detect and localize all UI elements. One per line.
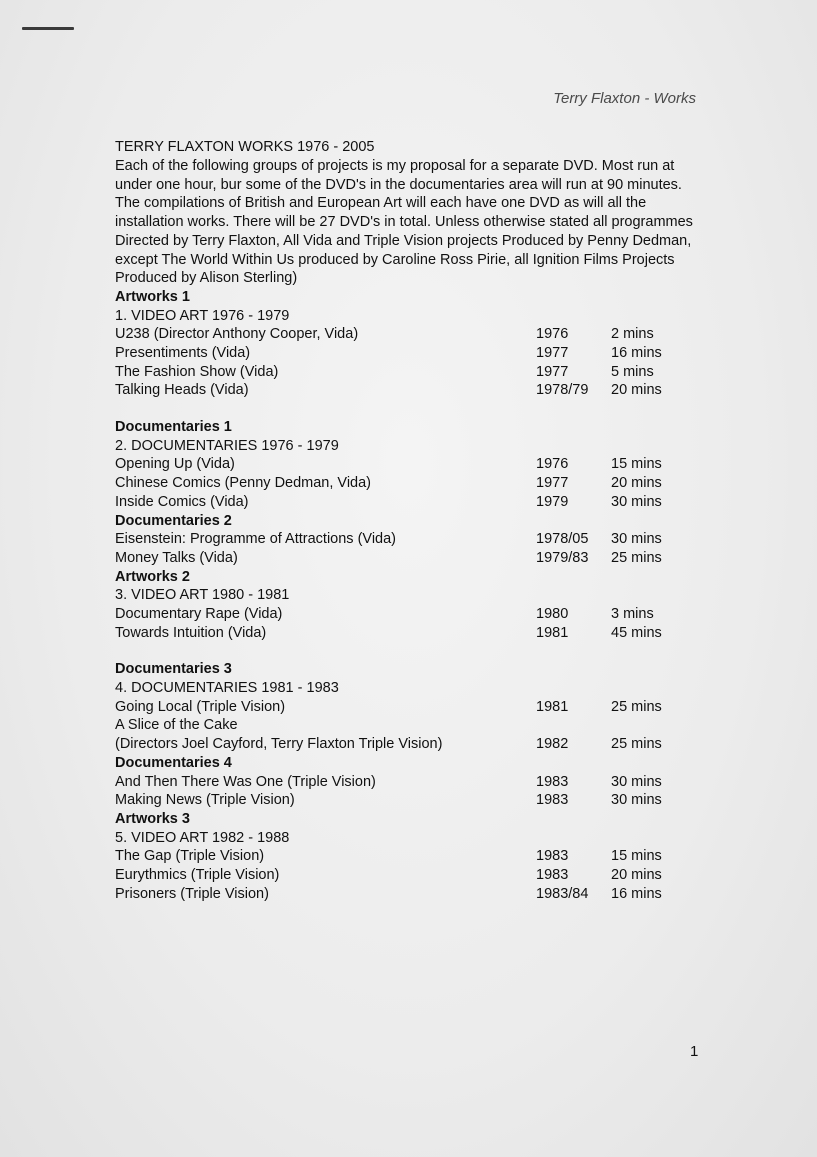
section-documentaries-4 (115, 754, 715, 810)
section-subheading: 5. VIDEO ART 1982 - 1988 (115, 829, 290, 846)
page-number: 1 (690, 1043, 699, 1060)
section-documentaries-2 (115, 512, 715, 568)
section-heading: Documentaries 4 (115, 754, 232, 771)
work-year: 1983 (536, 773, 569, 790)
work-duration: 15 mins (611, 456, 662, 473)
work-title: And Then There Was One (Triple Vision) (115, 773, 376, 790)
work-duration: 25 mins (611, 549, 662, 566)
section-subheading: 2. DOCUMENTARIES 1976 - 1979 (115, 437, 339, 454)
work-duration: 30 mins (611, 792, 662, 809)
work-title: U238 (Director Anthony Cooper, Vida) (115, 326, 359, 343)
section-documentaries-1 (115, 418, 715, 511)
work-row (115, 474, 715, 493)
work-row (115, 735, 715, 754)
work-title: Going Local (Triple Vision) (115, 698, 286, 715)
work-row (115, 866, 715, 885)
work-duration: 30 mins (611, 773, 662, 790)
section-heading: Documentaries 3 (115, 661, 232, 678)
work-year: 1976 (536, 456, 569, 473)
work-title: A Slice of the Cake (115, 717, 238, 734)
work-title: Opening Up (Vida) (115, 456, 235, 473)
document-body (115, 138, 715, 903)
work-year: 1983 (536, 866, 569, 883)
section-heading: Artworks 1 (115, 288, 190, 305)
section-artworks-2 (115, 568, 715, 643)
work-year: 1979/83 (536, 549, 589, 566)
work-title: Making News (Triple Vision) (115, 792, 295, 809)
section-heading: Artworks 2 (115, 568, 190, 585)
work-row (115, 344, 715, 363)
punch-mark (22, 27, 74, 30)
work-duration: 16 mins (611, 345, 662, 361)
work-year: 1976 (536, 326, 569, 343)
work-title: Towards Intuition (Vida) (115, 624, 267, 641)
work-duration: 30 mins (611, 531, 662, 548)
work-title: Inside Comics (Vida) (115, 493, 249, 510)
work-row (115, 363, 715, 382)
section-subheading: 1. VIDEO ART 1976 - 1979 (115, 307, 290, 324)
work-duration: 2 mins (611, 326, 654, 343)
work-duration: 30 mins (611, 493, 662, 510)
work-title: Presentiments (Vida) (115, 345, 251, 361)
work-title: Talking Heads (Vida) (115, 382, 249, 399)
work-row (115, 624, 715, 643)
work-year: 1983/84 (536, 885, 589, 902)
section-subheading: 3. VIDEO ART 1980 - 1981 (115, 587, 290, 604)
work-duration: 3 mins (611, 605, 654, 622)
work-title: The Fashion Show (Vida) (115, 363, 279, 380)
work-duration: 20 mins (611, 382, 662, 399)
document-title: TERRY FLAXTON WORKS 1976 - 2005 (115, 139, 375, 155)
work-year: 1983 (536, 848, 569, 865)
work-title: Eisenstein: Programme of Attractions (Vida) (115, 531, 396, 548)
work-title: Chinese Comics (Penny Dedman, Vida) (115, 475, 372, 492)
work-row (115, 455, 715, 474)
work-title: The Gap (Triple Vision) (115, 848, 265, 865)
work-row (115, 698, 715, 717)
intro-paragraph: Each of the following groups of projects is my proposal for a separate DVD. Most run at under one hour, bur some of the DVD's in the documentaries area will run at 90 minutes. The compilations of British and European Art will each have one DVD as will all the installation works. There will be 27 DVD's in total. Unless otherwise stated all programmes Directed by Terry Flaxton, All Vida and Triple Vision projects Produced by Penny Dedman, except The World Within Us produced by Caroline Ross Pirie, all Ignition Films Projects Produced by Alison Sterling) (115, 158, 693, 287)
work-row (115, 381, 715, 400)
section-heading: Documentaries 1 (115, 419, 232, 436)
work-duration: 20 mins (611, 866, 662, 883)
section-artworks-1 (115, 288, 715, 400)
work-year: 1979 (536, 493, 569, 510)
work-year: 1983 (536, 792, 569, 809)
section-subheading: 4. DOCUMENTARIES 1981 - 1983 (115, 680, 339, 697)
work-title: Eurythmics (Triple Vision) (115, 866, 280, 883)
work-title: Money Talks (Vida) (115, 549, 238, 566)
work-title: Prisoners (Triple Vision) (115, 885, 269, 902)
work-row (115, 716, 715, 735)
work-duration: 16 mins (611, 885, 662, 902)
work-title: (Directors Joel Cayford, Terry Flaxton Triple Vision) (115, 736, 443, 753)
section-heading: Artworks 3 (115, 810, 190, 827)
work-row (115, 549, 715, 568)
work-year: 1977 (536, 363, 569, 380)
work-duration: 20 mins (611, 475, 662, 492)
work-duration: 25 mins (611, 736, 662, 753)
work-duration: 15 mins (611, 848, 662, 865)
work-year: 1982 (536, 736, 569, 753)
section-artworks-3 (115, 810, 715, 903)
section-documentaries-3 (115, 660, 715, 753)
work-year: 1978/79 (536, 382, 589, 399)
work-duration: 5 mins (611, 363, 654, 380)
work-year: 1981 (536, 624, 569, 641)
work-year: 1977 (536, 475, 569, 492)
work-row (115, 847, 715, 866)
work-row (115, 885, 715, 904)
work-year: 1977 (536, 345, 569, 361)
work-duration: 45 mins (611, 624, 662, 641)
work-row (115, 493, 715, 512)
work-row (115, 605, 715, 624)
work-year: 1978/05 (536, 531, 589, 548)
section-heading: Documentaries 2 (115, 512, 232, 529)
work-title: Documentary Rape (Vida) (115, 605, 283, 622)
work-row (115, 530, 715, 549)
work-duration: 25 mins (611, 698, 662, 715)
work-row (115, 773, 715, 792)
work-year: 1980 (536, 605, 569, 622)
running-head: Terry Flaxton - Works (553, 90, 696, 107)
work-row (115, 325, 715, 344)
work-year: 1981 (536, 698, 569, 715)
work-row (115, 791, 715, 810)
